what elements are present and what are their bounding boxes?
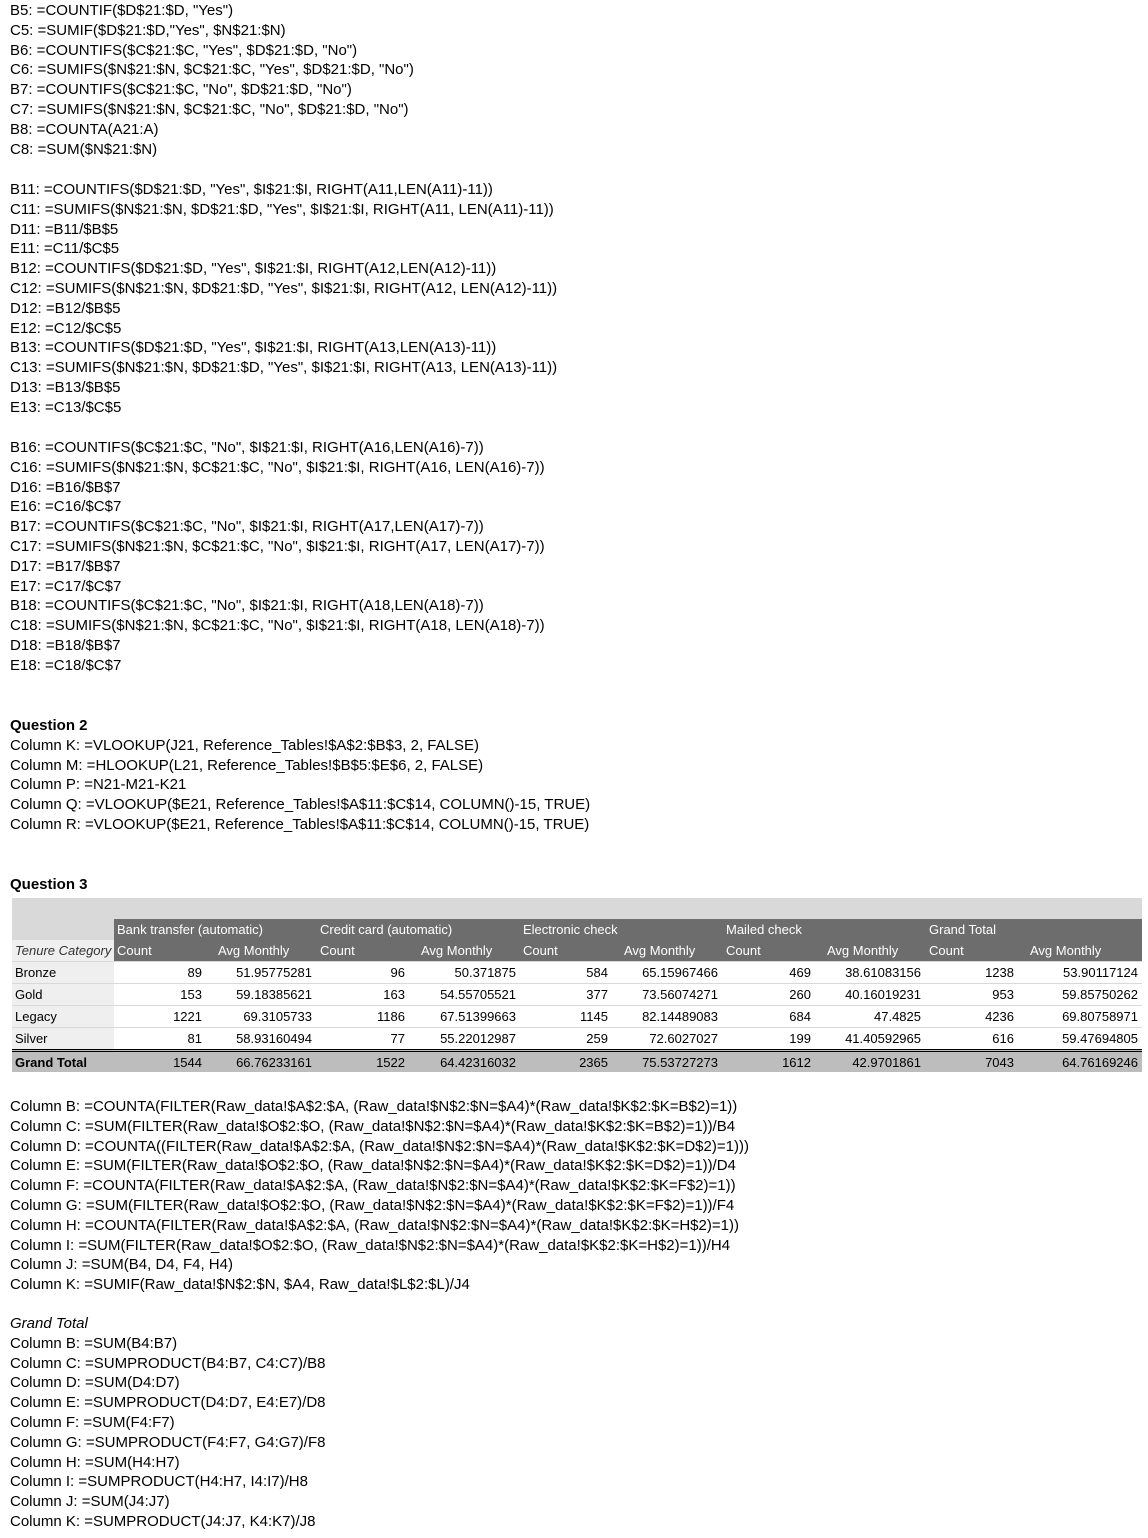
avg-monthly-cell: 67.51399663	[440, 1009, 516, 1024]
avg-monthly-cell: 65.15967466	[642, 965, 718, 980]
avg-monthly-cell: 51.95775281	[236, 965, 312, 980]
formula-line: D16: =B16/$B$7	[10, 478, 121, 496]
avg-monthly-cell: 59.85750262	[1062, 987, 1138, 1002]
count-cell: 1145	[580, 1009, 608, 1024]
avg-monthly-cell: 72.6027027	[649, 1031, 718, 1046]
avg-monthly-cell: 53.90117124	[1063, 965, 1138, 980]
avg-header: Avg Monthly	[218, 943, 290, 958]
formula-line: B16: =COUNTIFS($C$21:$C, "No", $I$21:$I, RIGHT(A16,LEN(A16)-7))	[10, 439, 484, 456]
formula-line: D11: =B11/$B$5	[10, 220, 119, 238]
formula-line: Column E: =SUM(FILTER(Raw_data!$O$2:$O, (Raw_data!$N$2:$N=$A4)*(Raw_data!$K$2:$K=D$2)=1))/D4	[10, 1157, 736, 1175]
avg-header: Avg Monthly	[624, 943, 696, 958]
formula-line: C7: =SUMIFS($N$21:$N, $C$21:$C, "No", $D$21:$D, "No")	[10, 100, 409, 118]
group-header: Grand Total	[929, 922, 996, 937]
formula-line: B6: =COUNTIFS($C$21:$C, "Yes", $D$21:$D, "No")	[10, 41, 358, 59]
count-cell: 96	[390, 965, 405, 980]
formula-line: E17: =C17/$C$7	[10, 577, 122, 595]
avg-monthly-cell: 42.9701861	[852, 1055, 921, 1070]
formula-line: C11: =SUMIFS($N$21:$N, $D$21:$D, "Yes", $I$21:$I, RIGHT(A11, LEN(A11)-11))	[10, 200, 554, 218]
avg-monthly-cell: 66.76233161	[236, 1055, 312, 1070]
formula-line: Column C: =SUMPRODUCT(B4:B7, C4:C7)/B8	[10, 1354, 326, 1372]
formula-line: C6: =SUMIFS($N$21:$N, $C$21:$C, "Yes", $D$21:$D, "No")	[10, 61, 414, 79]
count-cell: 153	[180, 987, 202, 1002]
count-cell: 953	[992, 987, 1014, 1002]
formula-line: B13: =COUNTIFS($D$21:$D, "Yes", $I$21:$I, RIGHT(A13,LEN(A13)-11))	[10, 339, 497, 357]
formula-line: Column I: =SUM(FILTER(Raw_data!$O$2:$O, (Raw_data!$N$2:$N=$A4)*(Raw_data!$K$2:$K=H$2)=1))/H4	[10, 1236, 731, 1254]
count-cell: 377	[586, 987, 608, 1002]
avg-monthly-cell: 59.47694805	[1062, 1031, 1138, 1046]
count-header: Count	[117, 943, 152, 958]
avg-monthly-cell: 64.76169246	[1062, 1055, 1138, 1070]
formula-line: D17: =B17/$B$7	[10, 557, 121, 575]
formula-line: E13: =C13/$C$5	[10, 398, 122, 416]
formula-line: Column R: =VLOOKUP($E21, Reference_Tables!$A$11:$C$14, COLUMN()-15, TRUE)	[10, 815, 590, 833]
formula-line: Column M: =HLOOKUP(L21, Reference_Tables!$B$5:$E$6, 2, FALSE)	[10, 756, 484, 774]
question-2-section	[10, 716, 590, 835]
group-header: Mailed check	[726, 922, 802, 937]
count-cell: 1522	[376, 1055, 405, 1070]
pivot-data-row	[12, 1028, 1142, 1049]
formula-line: C13: =SUMIFS($N$21:$N, $D$21:$D, "Yes", $I$21:$I, RIGHT(A13, LEN(A13)-11))	[10, 359, 558, 377]
pivot-data-row	[12, 1006, 1142, 1027]
grand-total-section	[10, 1314, 326, 1532]
formula-line: B5: =COUNTIF($D$21:$D, "Yes")	[10, 2, 234, 19]
formula-line: Column C: =SUM(FILTER(Raw_data!$O$2:$O, (Raw_data!$N$2:$N=$A4)*(Raw_data!$K$2:$K=B$2)=1))/B4	[10, 1117, 736, 1135]
row-header-label: Tenure Category	[12, 940, 114, 961]
formula-line: Column E: =SUMPRODUCT(D4:D7, E4:E7)/D8	[10, 1394, 326, 1412]
count-cell: 1544	[173, 1055, 202, 1070]
formula-line: B7: =COUNTIFS($C$21:$C, "No", $D$21:$D, "No")	[10, 81, 352, 99]
formula-line: Column D: =SUM(D4:D7)	[10, 1374, 180, 1392]
formula-line: Column B: =SUM(B4:B7)	[10, 1334, 178, 1352]
formula-line: Column D: =COUNTA((FILTER(Raw_data!$A$2:$A, (Raw_data!$N$2:$N=$A4)*(Raw_data!$K$2:$K=D$2)=1)))	[10, 1137, 749, 1155]
formula-line: C12: =SUMIFS($N$21:$N, $D$21:$D, "Yes", $I$21:$I, RIGHT(A12, LEN(A12)-11))	[10, 279, 558, 297]
formula-line: Column H: =COUNTA(FILTER(Raw_data!$A$2:$A, (Raw_data!$N$2:$N=$A4)*(Raw_data!$K$2:$K=H$2)=1))	[10, 1216, 739, 1234]
avg-monthly-cell: 59.18385621	[236, 987, 312, 1002]
formula-line: Column Q: =VLOOKUP($E21, Reference_Tables!$A$11:$C$14, COLUMN()-15, TRUE)	[10, 796, 591, 814]
group-header: Bank transfer (automatic)	[117, 922, 263, 937]
count-cell: 1238	[985, 965, 1014, 980]
formula-line: Column F: =COUNTA(FILTER(Raw_data!$A$2:$A, (Raw_data!$N$2:$N=$A4)*(Raw_data!$K$2:$K=F$2)=1))	[10, 1177, 736, 1195]
formula-line: B8: =COUNTA(A21:A)	[10, 120, 159, 138]
formula-line: B12: =COUNTIFS($D$21:$D, "Yes", $I$21:$I, RIGHT(A12,LEN(A12)-11))	[10, 260, 497, 278]
avg-monthly-cell: 38.61083156	[845, 965, 921, 980]
count-cell: 684	[789, 1009, 811, 1024]
avg-monthly-cell: 64.42316032	[440, 1055, 516, 1070]
formula-line: Column J: =SUM(J4:J7)	[10, 1493, 170, 1511]
pivot-group-header-row	[12, 919, 1142, 940]
avg-monthly-cell: 73.56074271	[642, 987, 718, 1002]
q1-formulas-top	[10, 1, 414, 159]
count-cell: 77	[390, 1031, 405, 1046]
row-label: Grand Total	[12, 1052, 114, 1072]
pivot-total-row	[12, 1049, 1142, 1072]
count-cell: 199	[789, 1031, 811, 1046]
count-cell: 2365	[579, 1055, 608, 1070]
formula-line: Column P: =N21-M21-K21	[10, 776, 187, 794]
formula-line: C5: =SUMIF($D$21:$D,"Yes", $N$21:$N)	[10, 21, 286, 39]
formula-line: E12: =C12/$C$5	[10, 319, 122, 337]
formula-line: B18: =COUNTIFS($C$21:$C, "No", $I$21:$I, RIGHT(A18,LEN(A18)-7))	[10, 597, 484, 615]
formula-line: Column F: =SUM(F4:F7)	[10, 1413, 175, 1431]
count-cell: 89	[187, 965, 202, 980]
formula-line: D18: =B18/$B$7	[10, 636, 121, 654]
q1-formulas-yes	[10, 180, 557, 418]
row-label: Gold	[12, 984, 114, 1005]
count-cell: 4236	[985, 1009, 1014, 1024]
q3-formulas	[10, 1097, 749, 1295]
avg-monthly-cell: 75.53727273	[642, 1055, 718, 1070]
count-cell: 584	[586, 965, 608, 980]
avg-header: Avg Monthly	[1030, 943, 1102, 958]
formula-line: C8: =SUM($N$21:$N)	[10, 140, 158, 158]
formula-line: Column K: =SUMIF(Raw_data!$N$2:$N, $A4, Raw_data!$L$2:$L)/J4	[10, 1276, 470, 1294]
count-header: Count	[523, 943, 558, 958]
avg-monthly-cell: 50.371875	[454, 965, 516, 980]
avg-monthly-cell: 69.3105733	[243, 1009, 312, 1024]
formula-line: Column I: =SUMPRODUCT(H4:H7, I4:I7)/H8	[10, 1473, 308, 1491]
count-cell: 1186	[377, 1009, 405, 1024]
count-cell: 163	[383, 987, 405, 1002]
formula-line: D13: =B13/$B$5	[10, 378, 121, 396]
avg-monthly-cell: 40.16019231	[845, 987, 921, 1002]
q1-formulas-no	[10, 438, 545, 676]
count-cell: 7043	[985, 1055, 1014, 1070]
formula-line: Column B: =COUNTA(FILTER(Raw_data!$A$2:$A, (Raw_data!$N$2:$N=$A4)*(Raw_data!$K$2:$K=B$2)=1))	[10, 1098, 738, 1115]
count-header: Count	[320, 943, 355, 958]
question-2-title: Question 2	[10, 717, 88, 734]
formula-line: C17: =SUMIFS($N$21:$N, $C$21:$C, "No", $I$21:$I, RIGHT(A17, LEN(A17)-7))	[10, 537, 545, 555]
avg-monthly-cell: 55.22012987	[440, 1031, 516, 1046]
formula-line: C18: =SUMIFS($N$21:$N, $C$21:$C, "No", $I$21:$I, RIGHT(A18, LEN(A18)-7))	[10, 617, 545, 635]
formula-line: Column H: =SUM(H4:H7)	[10, 1453, 180, 1471]
avg-monthly-cell: 47.4825	[874, 1009, 921, 1024]
count-cell: 259	[586, 1031, 608, 1046]
avg-header: Avg Monthly	[827, 943, 899, 958]
question-3-section	[10, 875, 88, 895]
formula-line: D12: =B12/$B$5	[10, 299, 121, 317]
row-label: Silver	[12, 1028, 114, 1049]
formula-line: C16: =SUMIFS($N$21:$N, $C$21:$C, "No", $I$21:$I, RIGHT(A16, LEN(A16)-7))	[10, 458, 545, 476]
formula-line: E16: =C16/$C$7	[10, 498, 122, 516]
count-header: Count	[726, 943, 761, 958]
group-header: Electronic check	[523, 922, 618, 937]
avg-monthly-cell: 58.93160494	[236, 1031, 312, 1046]
formula-line: B11: =COUNTIFS($D$21:$D, "Yes", $I$21:$I, RIGHT(A11,LEN(A11)-11))	[10, 181, 493, 198]
grand-total-title: Grand Total	[10, 1315, 88, 1332]
count-cell: 469	[789, 965, 811, 980]
pivot-table	[12, 898, 1142, 1072]
count-cell: 81	[187, 1031, 202, 1046]
formula-line: Column J: =SUM(B4, D4, F4, H4)	[10, 1256, 233, 1274]
formula-line: B17: =COUNTIFS($C$21:$C, "No", $I$21:$I, RIGHT(A17,LEN(A17)-7))	[10, 518, 484, 536]
group-header: Credit card (automatic)	[320, 922, 453, 937]
count-cell: 1612	[782, 1055, 811, 1070]
avg-monthly-cell: 69.80758971	[1062, 1009, 1138, 1024]
pivot-column-header-row	[12, 940, 1142, 961]
pivot-data-row	[12, 962, 1142, 983]
formula-line: Column G: =SUM(FILTER(Raw_data!$O$2:$O, (Raw_data!$N$2:$N=$A4)*(Raw_data!$K$2:$K=F$2)=1))/F4	[10, 1196, 735, 1214]
formula-line: Column G: =SUMPRODUCT(F4:F7, G4:G7)/F8	[10, 1433, 326, 1451]
formula-line: E18: =C18/$C$7	[10, 656, 122, 674]
formula-line: E11: =C11/$C$5	[10, 240, 120, 258]
avg-monthly-cell: 54.55705521	[440, 987, 516, 1002]
count-cell: 260	[789, 987, 811, 1002]
formula-line: Column K: =SUMPRODUCT(J4:J7, K4:K7)/J8	[10, 1512, 316, 1530]
avg-monthly-cell: 41.40592965	[845, 1031, 921, 1046]
count-cell: 616	[992, 1031, 1014, 1046]
avg-monthly-cell: 82.14489083	[642, 1009, 718, 1024]
pivot-data-row	[12, 984, 1142, 1005]
count-cell: 1221	[173, 1009, 202, 1024]
avg-header: Avg Monthly	[421, 943, 493, 958]
question-3-title: Question 3	[10, 876, 88, 893]
count-header: Count	[929, 943, 964, 958]
formula-line: Column K: =VLOOKUP(J21, Reference_Tables!$A$2:$B$3, 2, FALSE)	[10, 736, 479, 754]
row-label: Bronze	[12, 962, 114, 983]
row-label: Legacy	[12, 1006, 114, 1027]
